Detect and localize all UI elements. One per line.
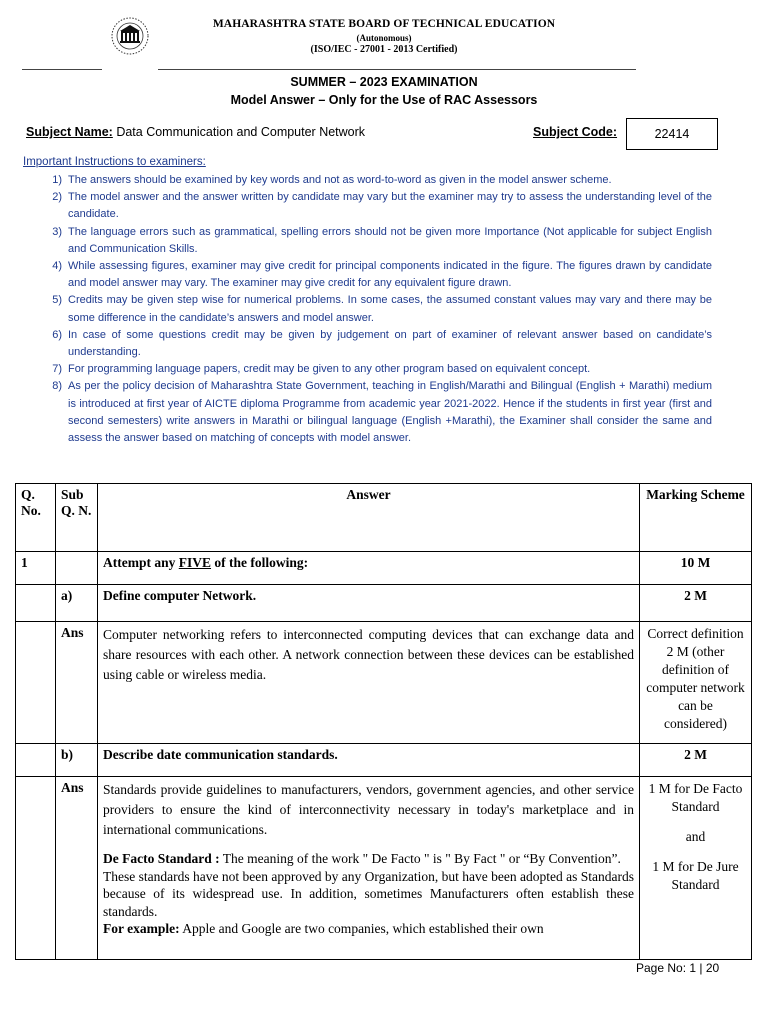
- instruction-text: Credits may be given step wise for numerical problems. In some cases, the assumed constant values may vary and there may be some difference in the candidate’s answers and model answer.: [68, 294, 712, 324]
- instruction-number: 2): [52, 191, 62, 204]
- instructions-heading: Important Instructions to examiners:: [23, 156, 206, 168]
- defacto-paragraph: [103, 850, 634, 868]
- board-name: MAHARASHTRA STATE BOARD OF TECHNICAL EDUCATION: [212, 18, 556, 30]
- q-number: 1: [16, 552, 56, 585]
- qno-empty: [16, 744, 56, 777]
- header-subq: Sub Q. N.: [56, 484, 98, 552]
- example-label: For example:: [103, 921, 180, 936]
- q-marks: 10 M: [640, 552, 752, 585]
- subq-marks: 2 M: [640, 585, 752, 622]
- instruction-text: While assessing figures, examiner may give credit for principal components indicated in the figure. The figures drawn by candidate and model answer may vary. The examiner may give credit for any equivalent figure drawn.: [68, 260, 712, 290]
- instruction-number: 3): [52, 225, 62, 238]
- subq-empty: [56, 552, 98, 585]
- instruction-item: [23, 361, 712, 378]
- instruction-item: [23, 327, 712, 361]
- subject-code: [533, 125, 617, 139]
- marking-scheme: [640, 777, 752, 960]
- answer-paragraph: These standards have not been approved by any Organization, but have been adopted as Standards because of its widespread use. In addition, sometimes Manufacturers often establish these standards.: [103, 868, 634, 919]
- subq-question: Describe date communication standards.: [98, 744, 640, 777]
- header-rule-left: [22, 69, 102, 70]
- subject-name: [26, 125, 365, 139]
- instruction-text: For programming language papers, credit may be given to any other program based on equivalent concept.: [68, 363, 591, 376]
- q-text-pre: Attempt any: [103, 555, 179, 570]
- msbte-logo: [108, 16, 152, 56]
- q-text-emph: FIVE: [178, 555, 212, 570]
- page-number: Page No: 1 | 20: [636, 961, 720, 975]
- table-row: [16, 622, 752, 744]
- q-text-post: of the following:: [211, 555, 309, 570]
- subq-question: Define computer Network.: [98, 585, 640, 622]
- instruction-number: 5): [52, 294, 62, 307]
- subq-label: a): [56, 585, 98, 622]
- instruction-text: The language errors such as grammatical, spelling errors should not be given more Importance (Not applicable for subject English and Communication Skills.: [68, 225, 712, 255]
- instruction-number: 7): [52, 363, 62, 376]
- answer-table: [15, 483, 752, 960]
- instruction-item: [23, 224, 712, 258]
- qno-empty: [16, 622, 56, 744]
- certification-label: (ISO/IEC - 27001 - 2013 Certified): [310, 44, 458, 55]
- instruction-item: [23, 189, 712, 223]
- subject-code-label: Subject Code:: [533, 125, 618, 139]
- instruction-text: The model answer and the answer written by candidate may vary but the examiner may try to assess the understanding level of the candidate.: [68, 191, 712, 221]
- subject-code-box: 22414: [626, 118, 718, 150]
- header-marking: Marking Scheme: [640, 484, 752, 552]
- example-text: Apple and Google are two companies, which established their own: [179, 921, 544, 936]
- instruction-text: In case of some questions credit may be given by judgement on part of examiner of relevant answer based on candidate’s understanding.: [68, 328, 712, 359]
- instruction-item: [23, 378, 712, 447]
- answer-text: Computer networking refers to interconnected computing devices that can exchange data and share resources with each other. A network connection between these devices can be established using cable or wireless media.: [98, 622, 640, 744]
- qno-empty: [16, 777, 56, 960]
- ans-label: Ans: [56, 622, 98, 744]
- q-text: [98, 552, 640, 585]
- instruction-text: As per the policy decision of Maharashtra State Government, teaching in English/Marathi and Bilingual (English + Marathi) medium is introduced at first year of AICTE diploma Programme from academic year 2021-2022. Hence if the students in first year (first and second semesters) write answers in Marathi or bilingual language (English +Marathi), the Examiner shall consider the same and assess the answer based on matching of concepts with model answer.: [68, 380, 712, 445]
- subject-name-label: Subject Name:: [26, 125, 113, 139]
- scheme-part-2: 1 M for De Jure Standard: [652, 859, 739, 892]
- marking-scheme: Correct definition 2 M (other definition of computer network can be considered): [640, 622, 752, 744]
- scheme-part-1: 1 M for De Facto Standard: [648, 781, 743, 814]
- exam-subtitle: Model Answer – Only for the Use of RAC Assessors: [230, 93, 538, 107]
- table-row: [16, 552, 752, 585]
- exam-title: SUMMER – 2023 EXAMINATION: [290, 75, 478, 89]
- header-rule-right: [158, 69, 636, 70]
- subq-label: b): [56, 744, 98, 777]
- instructions-list: [23, 172, 712, 447]
- instruction-text: The answers should be examined by key words and not as word-to-word as given in the model answer scheme.: [68, 174, 612, 186]
- header-answer: Answer: [98, 484, 640, 552]
- table-row: [16, 744, 752, 777]
- scheme-and: and: [685, 829, 706, 844]
- instruction-number: 6): [52, 328, 62, 341]
- answer-paragraph: Standards provide guidelines to manufacturers, vendors, government agencies, and other service providers to ensure the kind of interconnectivity necessary in today's marketplace and in international communications.: [103, 782, 634, 837]
- table-header-row: [16, 484, 752, 552]
- instruction-item: [23, 292, 712, 326]
- defacto-label: De Facto Standard :: [103, 851, 220, 866]
- subq-marks: 2 M: [640, 744, 752, 777]
- header-qno: Q. No.: [16, 484, 56, 552]
- ans-label: Ans: [56, 777, 98, 960]
- table-row: [16, 585, 752, 622]
- answer-cell: [98, 777, 640, 960]
- subject-name-value: Data Communication and Computer Network: [112, 125, 366, 139]
- table-row: [16, 777, 752, 960]
- defacto-text: The meaning of the work " De Facto " is " By Fact " or “By Convention”.: [219, 851, 621, 866]
- instruction-item: [23, 258, 712, 292]
- instruction-item: [23, 172, 712, 189]
- instruction-number: 1): [52, 174, 62, 186]
- example-paragraph: [103, 920, 634, 938]
- qno-empty: [16, 585, 56, 622]
- autonomous-label: (Autonomous): [356, 33, 412, 43]
- instruction-number: 8): [52, 380, 62, 393]
- instruction-number: 4): [52, 260, 62, 273]
